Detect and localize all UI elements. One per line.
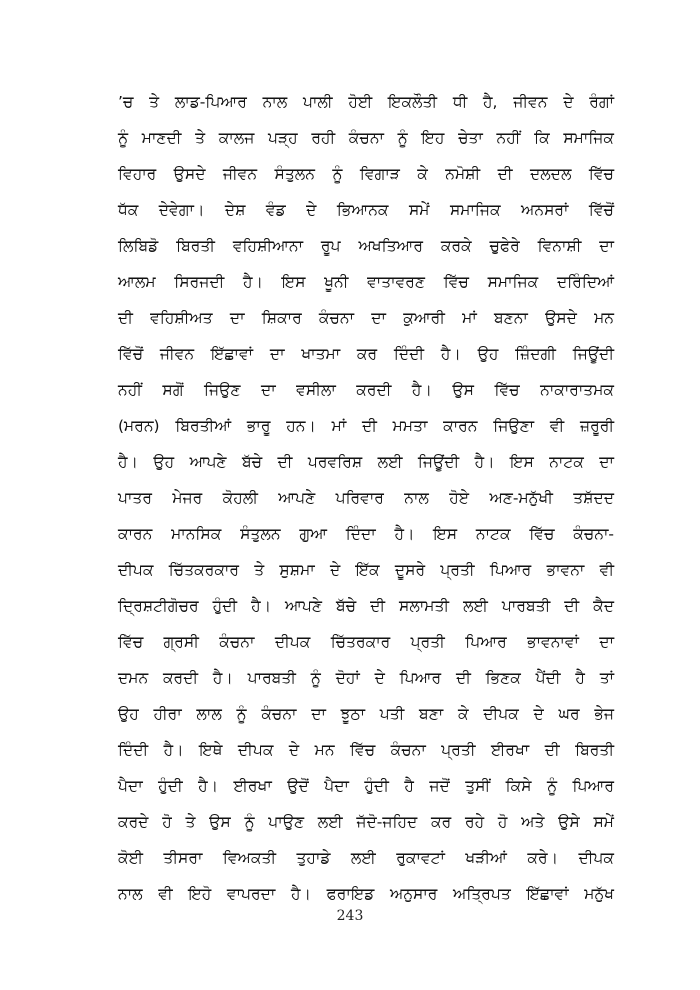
text-line: ਕਰਦੇ ਹੋ ਤੇ ਉਸ ਨੂੰ ਪਾਉਣ ਲਈ ਜੱਦੋ-ਜਹਿਦ ਕਰ ਰਹੇ ਹੋ ਅਤੇ ਉਸੇ ਸਮੇਂ [118, 813, 614, 831]
page-number: 243 [336, 908, 364, 924]
text-line: ਦ੍ਰਿਸ਼ਟੀਗੋਚਰ ਹੁੰਦੀ ਹੈ। ਆਪਣੇ ਬੱਚੇ ਦੀ ਸਲਾਮਤੀ ਲਈ ਪਾਰਬਤੀ ਦੀ ਕੈਦ [118, 597, 614, 615]
text-line: ਪਾਤਰ ਮੇਜਰ ਕੋਹਲੀ ਆਪਣੇ ਪਰਿਵਾਰ ਨਾਲ ਹੋਏ ਅਣ-ਮਨੁੱਖੀ ਤਸ਼ੱਦਦ [118, 489, 614, 507]
text-line: ਨਹੀਂ ਸਗੋਂ ਜਿਉਣ ਦਾ ਵਸੀਲਾ ਕਰਦੀ ਹੈ। ਉਸ ਵਿੱਚ ਨਾਕਾਰਾਤਮਕ [118, 381, 614, 399]
text-line: (ਮਰਨ) ਬਿਰਤੀਆਂ ਭਾਰੂ ਹਨ। ਮਾਂ ਦੀ ਮਮਤਾ ਕਾਰਨ ਜਿਉਣਾ ਵੀ ਜ਼ਰੂਰੀ [118, 417, 614, 435]
text-line: ਕਾਰਨ ਮਾਨਸਿਕ ਸੰਤੁਲਨ ਗੁਆ ਦਿੰਦਾ ਹੈ। ਇਸ ਨਾਟਕ ਵਿੱਚ ਕੰਚਨਾ- [118, 525, 614, 543]
text-line: ʼਚ ਤੇ ਲਾਡ-ਪਿਆਰ ਨਾਲ ਪਾਲੀ ਹੋਈ ਇਕਲੌਤੀ ਧੀ ਹੈ, ਜੀਵਨ ਦੇ ਰੰਗਾਂ [118, 93, 614, 111]
text-line: ਉਹ ਹੀਰਾ ਲਾਲ ਨੂੰ ਕੰਚਨਾ ਦਾ ਝੂਠਾ ਪਤੀ ਬਣਾ ਕੇ ਦੀਪਕ ਦੇ ਘਰ ਭੇਜ [118, 705, 614, 723]
text-line: ਵਿਹਾਰ ਉਸਦੇ ਜੀਵਨ ਸੰਤੁਲਨ ਨੂੰ ਵਿਗਾੜ ਕੇ ਨਮੋਸ਼ੀ ਦੀ ਦਲਦਲ ਵਿੱਚ [118, 165, 614, 183]
text-line: ਦਿੰਦੀ ਹੈ। ਇਥੇ ਦੀਪਕ ਦੇ ਮਨ ਵਿੱਚ ਕੰਚਨਾ ਪ੍ਰਤੀ ਈਰਖਾ ਦੀ ਬਿਰਤੀ [118, 741, 614, 759]
text-line: ਆਲਮ ਸਿਰਜਦੀ ਹੈ। ਇਸ ਖੂਨੀ ਵਾਤਾਵਰਣ ਵਿੱਚ ਸਮਾਜਿਕ ਦਰਿੰਦਿਆਂ [118, 273, 614, 291]
text-line: ਪੈਦਾ ਹੁੰਦੀ ਹੈ। ਈਰਖਾ ਉਦੋਂ ਪੈਦਾ ਹੁੰਦੀ ਹੈ ਜਦੋਂ ਤੁਸੀਂ ਕਿਸੇ ਨੂੰ ਪਿਆਰ [118, 777, 614, 795]
text-line: ਕੋਈ ਤੀਸਰਾ ਵਿਅਕਤੀ ਤੁਹਾਡੇ ਲਈ ਰੁਕਾਵਟਾਂ ਖੜੀਆਂ ਕਰੇ। ਦੀਪਕ [118, 849, 614, 867]
text-line: ਵਿੱਚ ਗ੍ਰਸੀ ਕੰਚਨਾ ਦੀਪਕ ਚਿੱਤਰਕਾਰ ਪ੍ਰਤੀ ਪਿਆਰ ਭਾਵਨਾਵਾਂ ਦਾ [118, 633, 614, 651]
text-line: ਧੱਕ ਦੇਵੇਗਾ। ਦੇਸ਼ ਵੰਡ ਦੇ ਭਿਆਨਕ ਸਮੇਂ ਸਮਾਜਿਕ ਅਨਸਰਾਂ ਵਿੱਚੋਂ [118, 201, 614, 219]
text-line: ਦੀ ਵਹਿਸ਼ੀਅਤ ਦਾ ਸ਼ਿਕਾਰ ਕੰਚਨਾ ਦਾ ਕੁਆਰੀ ਮਾਂ ਬਣਨਾ ਉਸਦੇ ਮਨ [118, 309, 614, 327]
text-line: ਦਮਨ ਕਰਦੀ ਹੈ। ਪਾਰਬਤੀ ਨੂੰ ਦੋਹਾਂ ਦੇ ਪਿਆਰ ਦੀ ਭਿਣਕ ਪੈਂਦੀ ਹੈ ਤਾਂ [118, 669, 614, 687]
text-line: ਹੈ। ਉਹ ਆਪਣੇ ਬੱਚੇ ਦੀ ਪਰਵਰਿਸ਼ ਲਈ ਜਿਊਂਦੀ ਹੈ। ਇਸ ਨਾਟਕ ਦਾ [118, 453, 614, 471]
text-line: ਲਿਬਿਡੋ ਬਿਰਤੀ ਵਹਿਸ਼ੀਆਨਾ ਰੂਪ ਅਖਤਿਆਰ ਕਰਕੇ ਚੁਫੇਰੇ ਵਿਨਾਸ਼ੀ ਦਾ [118, 237, 614, 255]
text-line: ਦੀਪਕ ਚਿੱਤਕਰਕਾਰ ਤੇ ਸੁਸ਼ਮਾ ਦੇ ਇੱਕ ਦੂਸਰੇ ਪ੍ਰਤੀ ਪਿਆਰ ਭਾਵਨਾ ਵੀ [118, 561, 614, 579]
text-line: ਨਾਲ ਵੀ ਇਹੋ ਵਾਪਰਦਾ ਹੈ। ਫਰਾਇਡ ਅਨੁਸਾਰ ਅਤ੍ਰਿਪਤ ਇੱਛਾਵਾਂ ਮਨੁੱਖ [118, 885, 614, 903]
text-line: ਵਿੱਚੋਂ ਜੀਵਨ ਇੱਛਾਵਾਂ ਦਾ ਖਾਤਮਾ ਕਰ ਦਿੰਦੀ ਹੈ। ਉਹ ਜ਼ਿੰਦਗੀ ਜਿਊਂਦੀ [118, 345, 614, 363]
text-line: ਨੂੰ ਮਾਣਦੀ ਤੇ ਕਾਲਜ ਪੜ੍ਹ ਰਹੀ ਕੰਚਨਾ ਨੂੰ ਇਹ ਚੇਤਾ ਨਹੀਂ ਕਿ ਸਮਾਜਿਕ [118, 129, 614, 147]
body-paragraph [118, 84, 614, 912]
